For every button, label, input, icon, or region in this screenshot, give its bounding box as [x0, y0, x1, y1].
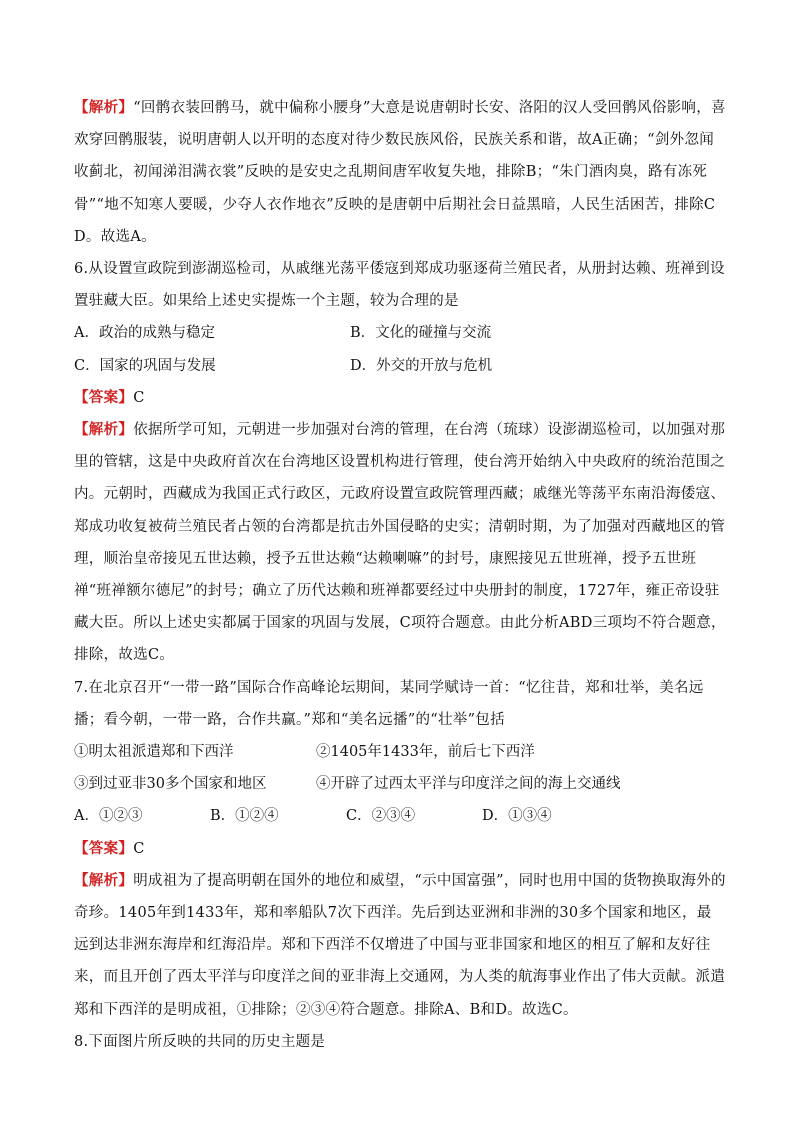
- q7-answer: [74, 833, 726, 865]
- q7-options-row: [74, 800, 726, 832]
- q6-analysis: [74, 414, 726, 672]
- q6-answer-value: C: [133, 389, 145, 406]
- q6-analysis-text: 依据所学可知，元朝进一步加强对台湾的管理，在台湾（琉球）设澎湖巡检司，以加强对那里的管辖，这是中央政府首次在台湾地区设置机构进行管理，使台湾开始纳入中央政府的统治范围之内。元朝时，西藏成为我国正式行政区，元政府设置宣政院管理西藏；戚继光等荡平东南沿海倭寇、郑成功收复被荷兰殖民者占领的台湾都是抗击外国侵略的史实；清朝时期，为了加强对西藏地区的管理，顺治皇帝接见五世达赖，授予五世达赖“达赖喇嘛”的封号，康熙接见五世班禅，授予五世班禅“班禅额尔德尼”的封号；确立了历代达赖和班禅都要经过中央册封的制度，1727年，雍正帝设驻藏大臣。所以上述史实都属于国家的巩固与发展，C项符合题意。由此分析ABD三项均不符合题意，排除，故选C。: [74, 422, 726, 664]
- q7-item-3: ③到过亚非30多个国家和地区: [74, 776, 267, 793]
- analysis-tag: 【解析】: [74, 99, 134, 116]
- q7-stem: 7.在北京召开“一带一路”国际合作高峰论坛期间，某同学赋诗一首：“忆往昔，郑和壮举，美名远播；看今朝，一带一路，合作共赢。”郑和“美名远播”的“壮举”包括: [74, 679, 704, 728]
- answer-tag: 【答案】: [74, 388, 134, 406]
- q6-options-row-1: [74, 317, 726, 349]
- q8-stem: 8.下面图片所反映的共同的历史主题是: [74, 1033, 326, 1050]
- q7-option-d: D．①③④: [482, 808, 552, 825]
- q5-analysis: [74, 92, 726, 253]
- q7-analysis: [74, 865, 726, 1026]
- q6-option-b: B．文化的碰撞与交流: [350, 325, 492, 342]
- q6-stem: 6.从设置宣政院到澎湖巡检司，从戚继光荡平倭寇到郑成功驱逐荷兰殖民者，从册封达赖、班禅到设置驻藏大臣。如果给上述史实提炼一个主题，较为合理的是: [74, 261, 725, 310]
- q7-items-row-2: [74, 768, 726, 800]
- q7-analysis-text: 明成祖为了提高明朝在国外的地位和威望，“示中国富强”，同时也用中国的货物换取海外的奇珍。1405年到1433年，郑和率船队7次下西洋。先后到达亚洲和非洲的30多个国家和地区，最远到达非洲东海岸和红海沿岸。郑和下西洋不仅增进了中国与亚非国家和地区的相互了解和友好往来，而且开创了西太平洋与印度洋之间的亚非海上交通网，为人类的航海事业作出了伟大贡献。派遣郑和下西洋的是明成祖，①排除；②③④符合题意。排除A、B和D。故选C。: [74, 872, 726, 1018]
- q6-option-d: D．外交的开放与危机: [350, 357, 493, 374]
- q7-option-a: A．①②③: [74, 808, 143, 825]
- q7-item-4: ④开辟了过西太平洋与印度洋之间的海上交通线: [316, 776, 621, 793]
- q6-option-a: A．政治的成熟与稳定: [74, 325, 215, 342]
- analysis-tag: 【解析】: [74, 421, 134, 439]
- q5-analysis-text: “回鹘衣装回鹘马，就中偏称小腰身”大意是说唐朝时长安、洛阳的汉人受回鹘风俗影响，喜欢穿回鹘服装，说明唐朝人以开明的态度对待少数民族风俗，民族关系和谐，故A正确；“剑外忽闻收蓟北，初闻涕泪满衣裳”反映的是安史之乱期间唐军收复失地，排除B；“朱门酒肉臭，路有冻死骨”“地不知寒人要暖，少夺人衣作地衣”反映的是唐朝中后期社会日益黑暗，人民生活困苦，排除CD。故选A。: [74, 100, 726, 245]
- q7-answer-value: C: [133, 840, 145, 857]
- document-content: [74, 92, 726, 1058]
- analysis-tag: 【解析】: [74, 871, 134, 889]
- q6-options-row-2: [74, 350, 726, 382]
- q7-option-c: C．②③④: [346, 808, 416, 825]
- q6-option-c: C．国家的巩固与发展: [74, 357, 216, 374]
- q7-items-row-1: [74, 736, 726, 768]
- q7-item-2: ②1405年1433年，前后七下西洋: [316, 744, 535, 761]
- q7-option-b: B．①②④: [210, 808, 279, 825]
- q7-item-1: ①明太祖派遣郑和下西洋: [74, 744, 234, 761]
- q6-answer: [74, 382, 726, 414]
- answer-tag: 【答案】: [74, 839, 134, 857]
